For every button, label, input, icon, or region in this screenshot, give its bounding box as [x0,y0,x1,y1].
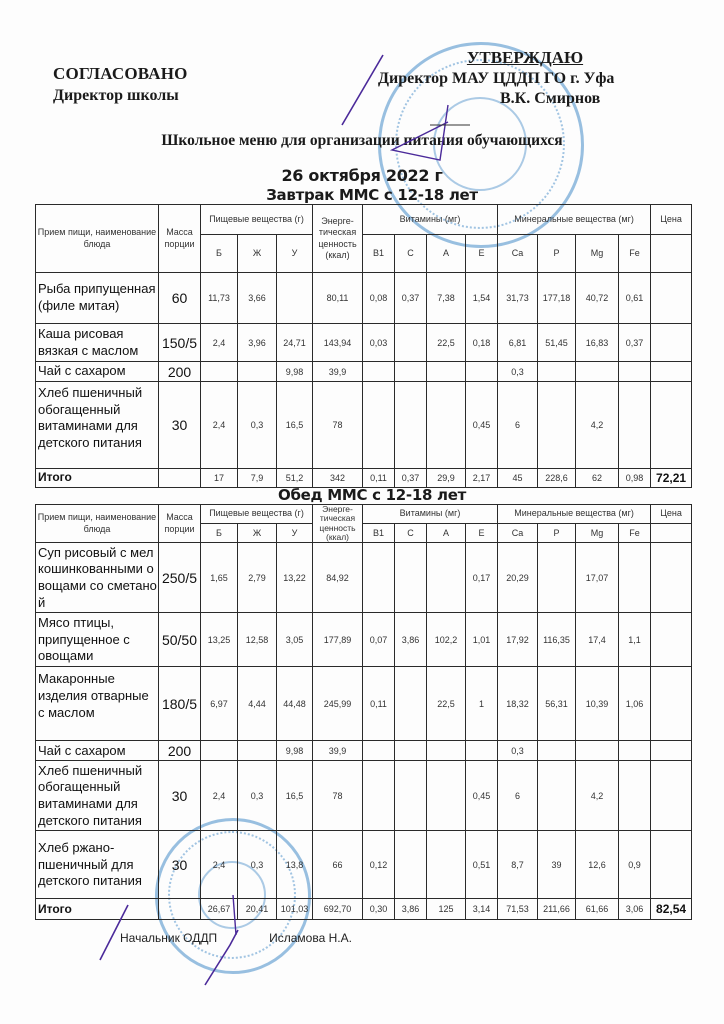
dish-name: Рыба припущенная (филе митая) [36,273,159,324]
ratify-name: В.К. Смирнов [500,90,601,107]
total-row [36,899,692,920]
col-header-price: Цена [651,505,692,524]
document-date: 26 октября 2022 г [281,166,443,185]
col-zh: Ж [238,524,277,543]
col-b: Б [201,235,238,273]
col-e: Е [466,524,498,543]
col-header-minerals: Минеральные вещества (мг) [498,205,651,235]
cell-b [201,741,238,761]
cell-b: 2,4 [201,324,238,362]
total-zh: 20,41 [238,899,277,920]
cell-e: 1 [466,667,498,741]
cell-c [395,667,427,741]
col-fe: Fe [619,235,651,273]
cell-fe [619,382,651,469]
cell-ca: 20,29 [498,543,538,613]
dish-name: Чай с сахаром [36,741,159,761]
col-mg: Mg [576,524,619,543]
table-row [36,362,692,382]
cell-zh: 0,3 [238,831,277,899]
table-row [36,273,692,324]
footer-name: Исламова Н.А. [269,931,352,945]
dish-mass: 30 [159,382,201,469]
cell-mg [576,741,619,761]
cell-u: 44,48 [277,667,313,741]
cell-zh: 0,3 [238,761,277,831]
ratify-position: Директор МАУ ЦДДП ГО г. Уфа [378,70,615,87]
breakfast-table [35,204,692,488]
cell-kcal: 245,99 [313,667,363,741]
total-c: 3,86 [395,899,427,920]
cell-kcal: 84,92 [313,543,363,613]
cell-a [427,741,466,761]
cell-e: 1,01 [466,613,498,667]
cell-p [538,741,576,761]
total-p: 211,66 [538,899,576,920]
total-mass [159,469,201,488]
col-header-vitamins: Витамины (мг) [363,205,498,235]
dish-mass: 50/50 [159,613,201,667]
ratify-block [370,48,650,108]
col-zh: Ж [238,235,277,273]
cell-u: 24,71 [277,324,313,362]
cell-c [395,761,427,831]
cell-u [277,273,313,324]
cell-p: 177,18 [538,273,576,324]
cell-a: 22,5 [427,324,466,362]
col-header-nutrients: Пищевые вещества (г) [201,205,313,235]
breakfast-section-title: Завтрак ММС с 12-18 лет [266,186,478,204]
total-a: 125 [427,899,466,920]
total-e: 2,17 [466,469,498,488]
col-price-empty [651,235,692,273]
total-mass [159,899,201,920]
cell-mg: 10,39 [576,667,619,741]
cell-kcal: 66 [313,831,363,899]
cell-b1 [363,362,395,382]
cell-b: 2,4 [201,831,238,899]
total-row [36,469,692,488]
dish-mass: 250/5 [159,543,201,613]
cell-kcal: 177,89 [313,613,363,667]
cell-c: 0,37 [395,273,427,324]
cell-ca: 6,81 [498,324,538,362]
col-c: С [395,524,427,543]
cell-fe [619,761,651,831]
cell-price [651,831,692,899]
cell-a [427,543,466,613]
total-u: 51,2 [277,469,313,488]
cell-a [427,382,466,469]
cell-b: 13,25 [201,613,238,667]
table-row [36,741,692,761]
ratify-label: УТВЕРЖДАЮ [466,48,584,67]
dish-name: Макаронные изделия отварные с маслом [36,667,159,741]
cell-fe: 1,06 [619,667,651,741]
cell-e: 1,54 [466,273,498,324]
cell-zh [238,362,277,382]
col-p: P [538,524,576,543]
total-price: 82,54 [651,899,692,920]
cell-b1: 0,03 [363,324,395,362]
cell-fe [619,543,651,613]
cell-price [651,667,692,741]
document-title: Школьное меню для организации питания обучающихся [161,132,563,149]
table-row [36,543,692,613]
cell-fe: 0,9 [619,831,651,899]
cell-b [201,362,238,382]
cell-b1 [363,543,395,613]
cell-mg: 17,4 [576,613,619,667]
cell-ca: 17,92 [498,613,538,667]
cell-b1: 0,12 [363,831,395,899]
cell-u: 13,8 [277,831,313,899]
total-b: 26,67 [201,899,238,920]
table-row [36,324,692,362]
total-zh: 7,9 [238,469,277,488]
dish-mass: 200 [159,362,201,382]
cell-e: 0,51 [466,831,498,899]
dish-mass: 200 [159,741,201,761]
col-header-energy: Энерге-тическая ценность (ккал) [313,505,363,543]
total-b1: 0,11 [363,469,395,488]
total-c: 0,37 [395,469,427,488]
lunch-table [35,504,692,920]
cell-b: 2,4 [201,761,238,831]
col-header-price: Цена [651,205,692,235]
cell-p: 56,31 [538,667,576,741]
dish-mass: 180/5 [159,667,201,741]
lunch-section-title: Обед ММС с 12-18 лет [278,486,466,504]
cell-b1: 0,08 [363,273,395,324]
table-row [36,831,692,899]
total-ca: 45 [498,469,538,488]
col-header-energy: Энерге-тическая ценность (ккал) [313,205,363,273]
table-row [36,613,692,667]
cell-c [395,362,427,382]
cell-fe [619,362,651,382]
cell-p [538,382,576,469]
dish-mass: 150/5 [159,324,201,362]
cell-p [538,761,576,831]
col-header-minerals: Минеральные вещества (мг) [498,505,651,524]
approved-block [53,64,188,105]
cell-c [395,831,427,899]
cell-mg: 4,2 [576,382,619,469]
table-row [36,667,692,741]
col-e: Е [466,235,498,273]
cell-zh [238,741,277,761]
col-u: У [277,235,313,273]
cell-fe: 1,1 [619,613,651,667]
cell-price [651,741,692,761]
col-header-vitamins: Витамины (мг) [363,505,498,524]
cell-fe: 0,61 [619,273,651,324]
cell-kcal: 78 [313,761,363,831]
col-b1: В1 [363,524,395,543]
total-b1: 0,30 [363,899,395,920]
cell-b1: 0,07 [363,613,395,667]
cell-b1: 0,11 [363,667,395,741]
cell-zh: 0,3 [238,382,277,469]
cell-price [651,382,692,469]
cell-b: 6,97 [201,667,238,741]
cell-e [466,362,498,382]
header-row [36,205,692,235]
cell-price [651,613,692,667]
cell-c [395,382,427,469]
cell-u: 9,98 [277,362,313,382]
approved-position: Директор школы [53,87,179,104]
col-p: P [538,235,576,273]
col-price-empty [651,524,692,543]
footer-signature-line [120,931,352,945]
cell-ca: 0,3 [498,741,538,761]
cell-a [427,362,466,382]
cell-p: 116,35 [538,613,576,667]
cell-mg: 16,83 [576,324,619,362]
table-row [36,761,692,831]
cell-ca: 31,73 [498,273,538,324]
cell-a: 22,5 [427,667,466,741]
cell-b1 [363,741,395,761]
dish-name: Мясо птицы, припущенное с овощами [36,613,159,667]
cell-zh: 2,79 [238,543,277,613]
cell-price [651,324,692,362]
cell-mg: 12,6 [576,831,619,899]
cell-b: 11,73 [201,273,238,324]
cell-u: 16,5 [277,382,313,469]
cell-c [395,741,427,761]
dish-name: Хлеб ржано-пшеничный для детского питания [36,831,159,899]
dish-name: Хлеб пшеничный обогащенный витаминами для детского питания [36,761,159,831]
col-header-meal: Прием пищи, наименование блюда [36,205,159,273]
cell-u: 3,05 [277,613,313,667]
cell-e [466,741,498,761]
total-ca: 71,53 [498,899,538,920]
cell-zh: 3,66 [238,273,277,324]
cell-p: 39 [538,831,576,899]
cell-c [395,324,427,362]
total-fe: 3,06 [619,899,651,920]
cell-c [395,543,427,613]
col-ca: Ca [498,235,538,273]
cell-e: 0,18 [466,324,498,362]
cell-kcal: 80,11 [313,273,363,324]
col-b: Б [201,524,238,543]
cell-price [651,362,692,382]
dish-name: Хлеб пшеничный обогащенный витаминами для детского питания [36,382,159,469]
cell-a: 102,2 [427,613,466,667]
table-row [36,382,692,469]
cell-b1 [363,382,395,469]
footer-position: Начальник ОДДП [120,931,218,945]
cell-price [651,761,692,831]
dish-mass: 30 [159,831,201,899]
cell-mg [576,362,619,382]
cell-kcal: 39,9 [313,741,363,761]
cell-p [538,543,576,613]
cell-a [427,831,466,899]
total-kcal: 692,70 [313,899,363,920]
cell-p [538,362,576,382]
cell-zh: 3,96 [238,324,277,362]
total-kcal: 342 [313,469,363,488]
cell-u: 16,5 [277,761,313,831]
cell-b: 1,65 [201,543,238,613]
total-label: Итого [36,899,159,920]
col-c: С [395,235,427,273]
dish-name: Чай с сахаром [36,362,159,382]
total-p: 228,6 [538,469,576,488]
total-mg: 62 [576,469,619,488]
cell-b: 2,4 [201,382,238,469]
col-b1: В1 [363,235,395,273]
cell-mg: 40,72 [576,273,619,324]
dish-mass: 60 [159,273,201,324]
header-row [36,505,692,524]
total-a: 29,9 [427,469,466,488]
cell-kcal: 78 [313,382,363,469]
col-a: А [427,524,466,543]
cell-kcal: 143,94 [313,324,363,362]
total-e: 3,14 [466,899,498,920]
cell-e: 0,17 [466,543,498,613]
cell-zh: 12,58 [238,613,277,667]
cell-zh: 4,44 [238,667,277,741]
col-header-mass: Масса порции [159,505,201,543]
col-ca: Ca [498,524,538,543]
cell-price [651,273,692,324]
approved-label: СОГЛАСОВАНО [53,64,188,83]
col-header-meal: Прием пищи, наименование блюда [36,505,159,543]
dish-name: Суп рисовый с мелкошинкованными овощами со сметаной [36,543,159,613]
col-mg: Mg [576,235,619,273]
cell-ca: 18,32 [498,667,538,741]
cell-e: 0,45 [466,382,498,469]
total-b: 17 [201,469,238,488]
cell-ca: 6 [498,382,538,469]
dish-mass: 30 [159,761,201,831]
total-label: Итого [36,469,159,488]
cell-mg: 17,07 [576,543,619,613]
cell-ca: 6 [498,761,538,831]
total-fe: 0,98 [619,469,651,488]
cell-ca: 8,7 [498,831,538,899]
cell-kcal: 39,9 [313,362,363,382]
cell-a: 7,38 [427,273,466,324]
total-price: 72,21 [651,469,692,488]
cell-fe [619,741,651,761]
col-fe: Fe [619,524,651,543]
cell-u: 9,98 [277,741,313,761]
cell-u: 13,22 [277,543,313,613]
cell-mg: 4,2 [576,761,619,831]
col-header-nutrients: Пищевые вещества (г) [201,505,313,524]
cell-b1 [363,761,395,831]
cell-c: 3,86 [395,613,427,667]
total-mg: 61,66 [576,899,619,920]
cell-fe: 0,37 [619,324,651,362]
dish-name: Каша рисовая вязкая с маслом [36,324,159,362]
cell-a [427,761,466,831]
cell-e: 0,45 [466,761,498,831]
col-u: У [277,524,313,543]
cell-price [651,543,692,613]
col-header-mass: Масса порции [159,205,201,273]
total-u: 101,03 [277,899,313,920]
cell-ca: 0,3 [498,362,538,382]
cell-p: 51,45 [538,324,576,362]
col-a: А [427,235,466,273]
